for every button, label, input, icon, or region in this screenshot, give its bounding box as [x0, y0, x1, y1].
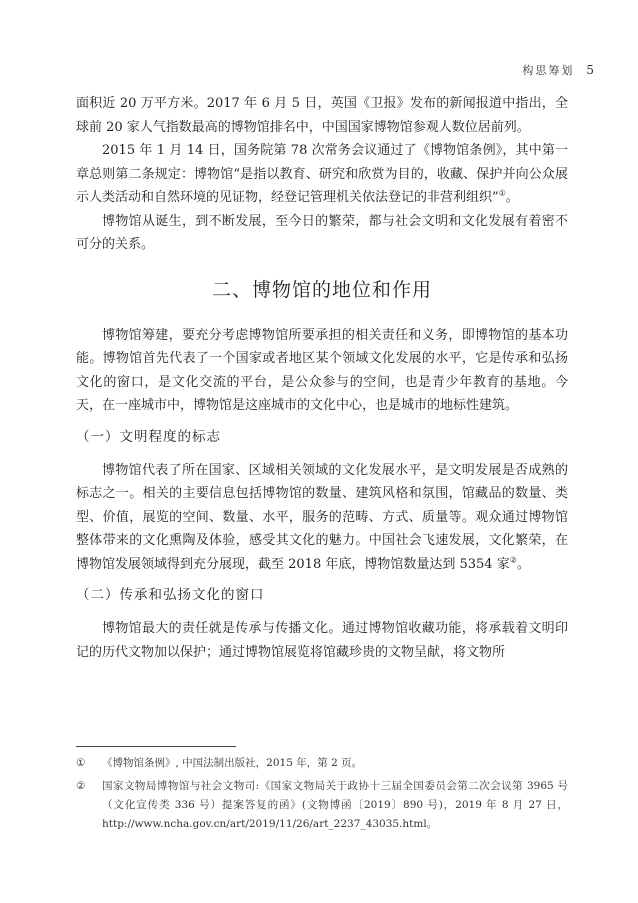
paragraph-end: 。 [516, 556, 530, 572]
paragraph-museum-functions: 博物馆筹建，要充分考虑博物馆所要承担的相关责任和义务，即博物馆的基本功能。博物馆首先代表了一个国家或者地区某个领域文化发展的水平，它是传承和弘扬文化的窗口，是文化交流的平台，是公众参与的空间，也是青少年教育的基地。今天，在一座城市中，博物馆是这座城市的文化中心，也是城市的地标性建筑。 [76, 327, 568, 413]
subheading-civilization: （一）文明程度的标志 [76, 428, 221, 445]
header-section-title: 构思筹划 [522, 64, 575, 77]
subheading-culture-window: （二）传承和弘扬文化的窗口 [76, 587, 265, 603]
paragraph-museum-history: 博物馆从诞生，到不断发展，至今日的繁荣，都与社会文明和文化发展有着密不可分的关系。 [76, 213, 568, 252]
page-body [76, 92, 568, 664]
paragraph-museum-regulation [76, 139, 568, 210]
paragraph-end: 。 [505, 190, 519, 205]
footnote-ref-1[interactable]: ① [498, 188, 506, 198]
paragraph-culture-window: 博物馆最大的责任就是传承与传播文化。通过博物馆收藏功能，将承载着文明印记的历代文物加以保护；通过博物馆展览将馆藏珍贵的文物呈献，将文物所 [76, 621, 568, 660]
footnote-ref-2[interactable]: ② [509, 555, 517, 565]
page-number: 5 [586, 63, 594, 77]
footnote-mark: ① [76, 757, 86, 769]
footnote-text: 国家文物局博物馆与社会文物司:《国家文物局关于政协十三届全国委员会第二次会议第 3965 号（文化宣传类 336 号）提案答复的函》(文物博函〔2019〕890 号)，2019 年 8 月 27 日，http://www.ncha.gov.cn/art/2019/11/26/art_2237_43035.html。 [102, 780, 568, 830]
paragraph-civilization [76, 459, 568, 577]
section-heading: 二、博物馆的地位和作用 [211, 278, 432, 301]
footnote-text: 《博物馆条例》, 中国法制出版社，2015 年，第 2 页。 [102, 757, 363, 769]
paragraph-text: 博物馆代表了所在国家、区域相关领域的文化发展水平，是文明发展是否成熟的标志之一。相关的主要信息包括博物馆的数量、建筑风格和氛围，馆藏品的数量、类型、价值，展览的空间、数量、水平，服务的范畴、方式、质量等。观众通过博物馆整体带来的文化熏陶及体验，感受其文化的魅力。中国社会飞速发展，文化繁荣，在博物馆发展领域得到充分展现，截至 2018 年底，博物馆数量达到 5354 家 [76, 462, 568, 572]
footnote-item [76, 777, 568, 834]
paragraph-continued: 面积近 20 万平方米。2017 年 6 月 5 日，英国《卫报》发布的新闻报道中指出，全球前 20 家人气指数最高的博物馆排名中，中国国家博物馆参观人数位居前列。 [76, 96, 568, 135]
running-header [522, 62, 594, 78]
footnote-mark: ② [76, 780, 86, 792]
footnote-item [76, 754, 568, 773]
footnotes [76, 754, 568, 838]
paragraph-text: 2015 年 1 月 14 日，国务院第 78 次常务会议通过了《博物馆条例》，其中第一章总则第二条规定：博物馆“是指以教育、研究和欣赏为目的，收藏、保护并向公众展示人类活动和自然环境的见证物，经登记管理机关依法登记的非营利组织” [76, 143, 568, 205]
footnote-divider [76, 746, 236, 747]
